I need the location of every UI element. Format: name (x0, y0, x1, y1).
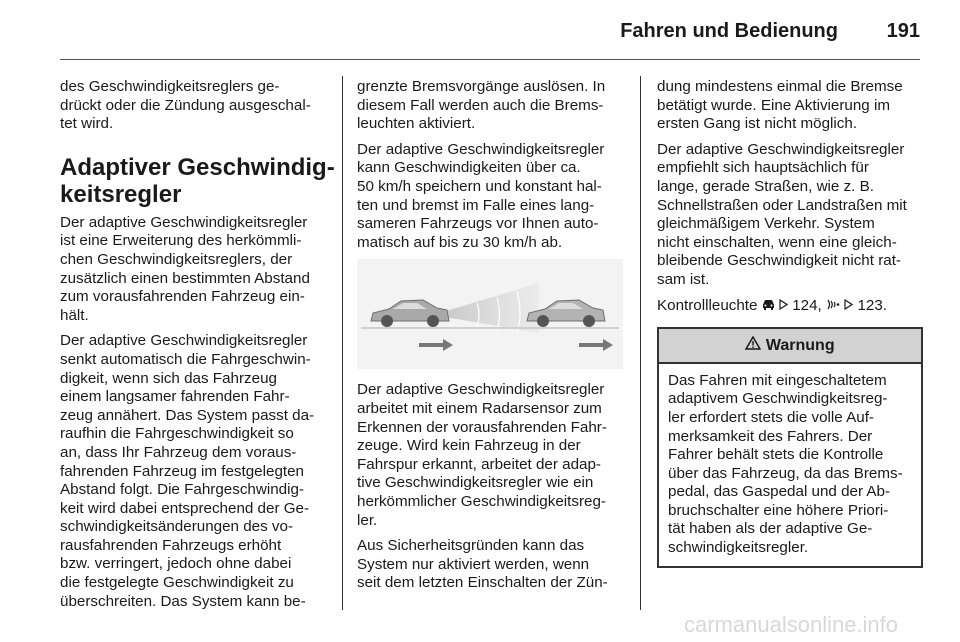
page-reference: 124, (792, 296, 822, 314)
chapter-title: Fahren und Bedienung (620, 20, 838, 42)
paragraph: Aus Sicherheitsgründen kann das System nur aktiviert werden, wenn seit dem letzten Einschalten der Zün- (357, 537, 608, 592)
section-heading: Adaptiver Geschwindig- keitsregler (60, 153, 335, 208)
column-middle (357, 78, 625, 600)
paragraph: Der adaptive Geschwindigkeitsregler senkt automatisch die Fahrgeschwin- digkeit, wenn sich das Fahrzeug einem langsamer fahrenden Fahr- zeug annähert. Das System passt da- raufhin die Fahrgeschwindigkeit so an, dass Ihr Fahrzeug dem voraus- fahrenden Fahrzeug im festgelegten Abstand folgt. Die Fahrgeschwindig- keit wird dabei entsprechend der Ge- schwindigkeitsänderungen des vo- rausfahrenden Fahrzeugs erhöht bzw. verringert, jedoch ohne dabei die festgelegte Geschwindigkeit zu überschreiten. Das System kann be- (60, 332, 315, 610)
paragraph: des Geschwindigkeitsreglers ge- drückt oder die Zündung ausgeschal- tet wird. (60, 78, 311, 133)
warning-text: Das Fahren mit eingeschaltetem adaptivem Geschwindigkeitsreg- ler erfordert stets die volle Auf- merksamkeit des Fahrers. Der Fahrer behält stets die Kontrolle über das Fahrzeug, da das Brems- pedal, das Gaspedal und der Ab- bruchschalter eine höhere Priori- tät haben als der adaptive Ge- schwindigkeitsregler. (668, 371, 903, 557)
column-left (60, 78, 335, 618)
page-reference-arrow-icon (779, 299, 788, 310)
column-right (657, 78, 923, 568)
radar-distance-icon (826, 299, 840, 310)
column-divider (342, 76, 343, 610)
page-reference-arrow-icon (844, 299, 853, 310)
warning-header (659, 329, 921, 364)
warning-title: Warnung (765, 337, 835, 355)
paragraph: grenzte Bremsvorgänge auslösen. In diesem Fall werden auch die Brems- leuchten aktiviert. (357, 78, 606, 133)
paragraph: Der adaptive Geschwindigkeitsregler arbeitet mit einem Radarsensor zum Erkennen der vorausfahrenden Fahr- zeuge. Wird kein Fahrzeug in der Fahrspur erkannt, arbeitet der adap- tive Geschwindigkeitsregler wie ein herkömmlicher Geschwindigkeitsreg- ler. (357, 381, 607, 529)
acc-illustration (357, 259, 623, 369)
paragraph: dung mindestens einmal die Bremse betätigt wurde. Eine Aktivierung im ersten Gang ist nicht möglich. (657, 78, 903, 133)
radar-illustration-svg (357, 259, 623, 369)
kontroll-label: Kontrollleuchte (657, 296, 758, 314)
paragraph: Der adaptive Geschwindigkeitsregler empfiehlt sich hauptsächlich für lange, gerade Straßen, wie z. B. Schnellstraßen oder Landstraßen mit gleichmäßigem Verkehr. System nicht einschalten, wenn eine gleich- bleibende Geschwindigkeit nicht rat- sam ist. (657, 140, 907, 288)
header-divider (60, 59, 920, 60)
paragraph: Der adaptive Geschwindigkeitsregler kann Geschwindigkeiten über ca. 50 km/h speichern und konstant hal- ten und bremst im Falle eines lang- sameren Fahrzeugs vor Ihnen auto- matisch auf bis zu 30 km/h ab. (357, 140, 605, 251)
warning-box (657, 327, 923, 568)
car-front-icon (762, 299, 775, 310)
paragraph: Der adaptive Geschwindigkeitsregler ist eine Erweiterung des herkömmli- chen Geschwindigkeitsreglers, der zusätzlich einen bestimmten Abstand zum vorausfahrenden Fahrzeug ein- hält. (60, 213, 310, 324)
column-divider (640, 76, 641, 610)
control-indicator-reference (657, 297, 923, 316)
page-reference: 123. (857, 296, 888, 314)
page-header (60, 14, 920, 58)
warning-triangle-icon (745, 336, 761, 350)
page-number: 191 (886, 20, 920, 42)
watermark: carmanualsonline.info (684, 612, 899, 637)
